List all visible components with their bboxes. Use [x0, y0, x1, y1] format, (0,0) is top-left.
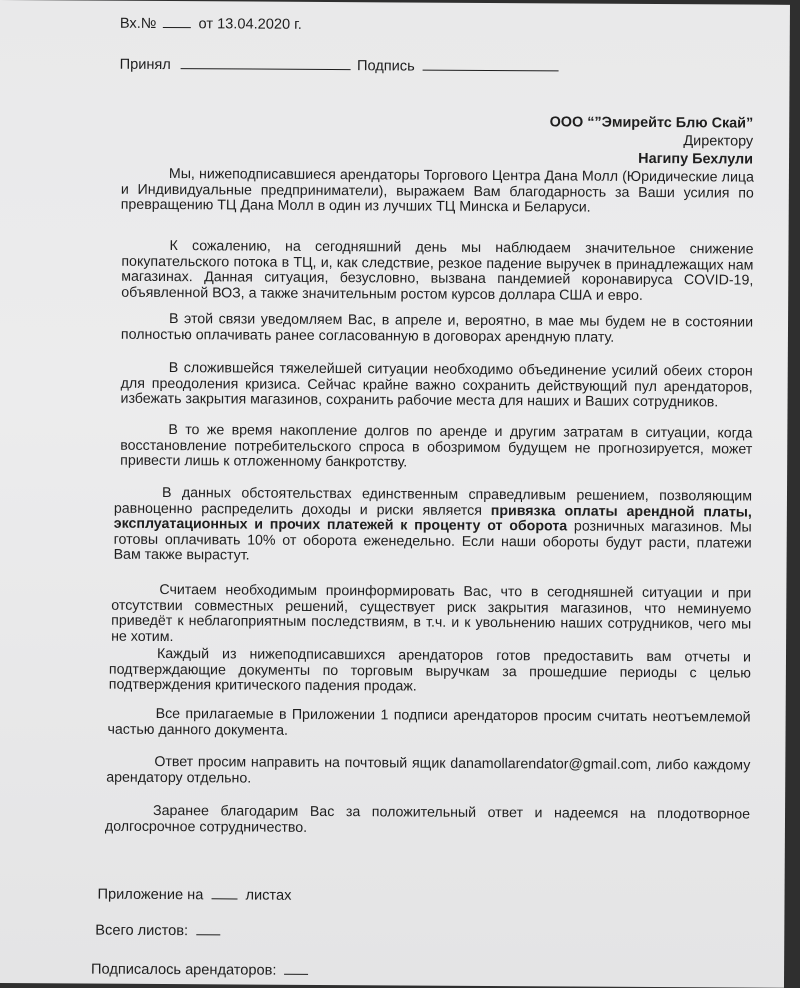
accepted-line [120, 56, 559, 77]
paragraph-7 [111, 583, 751, 649]
paragraph-10-text: Ответ просим направить на почтовый ящик danamollarendator@gmail.com, либо каждому арендатору отдельно. [106, 753, 751, 787]
paragraph-3 [121, 312, 753, 347]
incoming-number-line [120, 15, 302, 34]
paragraph-2 [121, 239, 753, 305]
accepted-label: Принял [119, 56, 171, 74]
signed-tenants-line [91, 961, 309, 980]
paragraph-6 [114, 486, 752, 568]
paragraph-6-text-bold: привязка оплаты арендной платы, эксплуатационных и прочих платежей к проценту от оборота [113, 502, 752, 535]
paragraph-3-text: В этой связи уведомляем Вас, в апреле и, вероятно, в мае мы будем не в состоянии полностью оплачивать ранее согласованную в договорах арендную плату. [120, 311, 754, 346]
accepted-blank [181, 56, 351, 70]
paragraph-9-text: Все прилагаемые в Приложении 1 подписи арендаторов просим считать неотъемлемой частью данного документа. [107, 705, 751, 739]
total-sheets-label: Всего листов: [95, 922, 189, 940]
paragraph-4-text: В сложившейся тяжелейшей ситуации необходимо объединение усилий обеих сторон для преодоления кризиса. Сейчас крайне важно сохранить действующий пул арендаторов, избежать закрытия магазинов, сохранить рабочие места для наших и Ваших сотрудников. [120, 360, 753, 411]
paragraph-5-text: В то же время накопление долгов по аренде и другим затратам в ситуации, когда восстановление потребительского спроса в обозримом будущем не прогнозируется, может привести лишь к отложенному банкротству. [120, 422, 753, 471]
appendix-label-start: Приложение на [97, 886, 204, 904]
paragraph-1 [121, 167, 754, 218]
paragraph-11 [105, 804, 750, 839]
paragraph-2-text: К сожалению, на сегодняшний день мы наблюдаем значительное снижение покупательского потока в ТЦ, и, как следствие, резкое падение выручек в принадлежащих нам магазинах. Данная ситуация, безусловно, вызвана пандемией коронавируса COVID-19, объявленной ВОЗ, а также значительным ростом курсов доллара США и евро. [121, 238, 754, 304]
addressee-block [549, 113, 753, 168]
paragraph-9 [107, 707, 750, 742]
paragraph-8 [109, 647, 751, 698]
paragraph-11-text: Заранее благодарим Вас за положительный ответ и надеемся на плодотворное долгосрочное сотрудничество. [104, 802, 751, 836]
paragraph-6-text-start: В данных обстоятельствах единственным справедливым решением, позволяющим равноценно распределить доходы и риски является [113, 484, 753, 519]
paragraph-10 [106, 755, 750, 790]
appendix-line [97, 886, 291, 905]
addressee-company: ООО “”Эмирейтс Блю Скай” [549, 114, 754, 132]
paragraph-1-text: Мы, нижеподписавшиеся арендаторы Торгового Центра Дана Молл (Юридические лица и Индивидуальные предприниматели), выражаем Вам благодарность за Ваши усилия по превращению ТЦ Дана Молл в один из лучших ТЦ Минска и Беларуси. [120, 166, 754, 216]
paragraph-5 [120, 423, 752, 474]
incoming-prefix: Вх.№ [119, 15, 157, 32]
paragraph-8-text: Каждый из нижеподписавшихся арендаторов готов предоставить вам отчеты и подтверждающие документы по торговым выручкам за прошедшие периоды с целью подтверждения критического падения продаж. [108, 645, 752, 695]
total-sheets-blank [196, 922, 220, 935]
addressee-position: Директору [683, 133, 754, 150]
incoming-number-blank [162, 15, 190, 28]
appendix-pages-blank [211, 886, 237, 899]
paragraph-6-text-end: розничных магазинов. Мы готовы оплачивать 10% от оборота еженедельно. Если наши обороты будут расти, платежи Вам также вырастут. [113, 518, 752, 564]
incoming-date: от 13.04.2020 г. [198, 16, 302, 33]
signed-tenants-label: Подписалось арендаторов: [91, 961, 277, 979]
paragraph-7-text: Считаем необходимым проинформировать Вас, что в сегодняшней ситуации и при отсутствии совместных решений, существует риск закрытия магазинов, что неминуемо приведёт к неблагоприятным последствиям, в т.ч. и к увольнению наших сотрудников, чего мы не хотим. [111, 581, 752, 645]
total-sheets-line [95, 922, 220, 941]
addressee-name: Нагипу Бехлули [638, 150, 754, 168]
paragraph-4 [121, 361, 753, 412]
signature-blank [423, 58, 559, 72]
appendix-label-end: листах [245, 887, 292, 904]
signed-tenants-blank [285, 962, 309, 975]
signature-label: Подпись [356, 58, 415, 75]
